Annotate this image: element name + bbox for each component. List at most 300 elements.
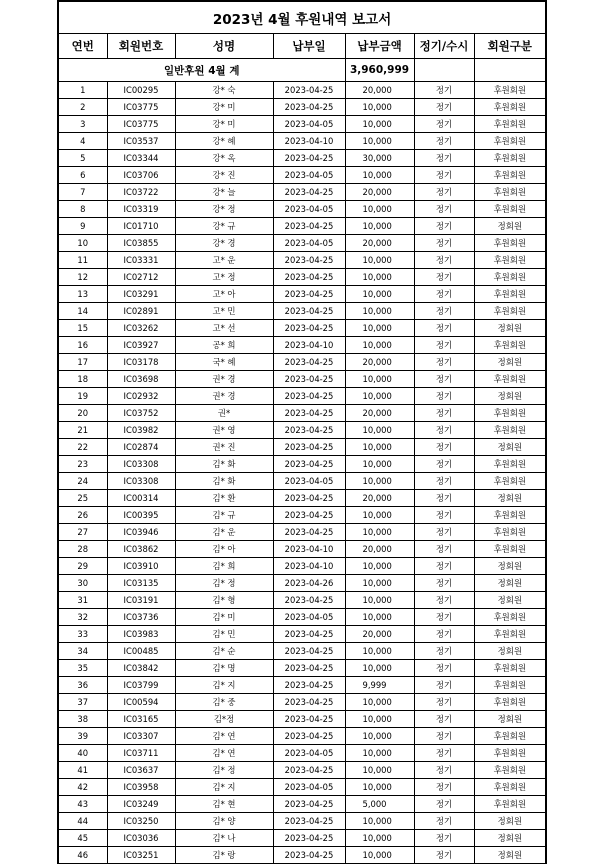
row-amount: 10,000: [345, 116, 414, 133]
row-seq: 28: [58, 541, 107, 558]
row-name: 강* 미: [175, 99, 273, 116]
row-seq: 24: [58, 473, 107, 490]
row-type: 정기: [414, 388, 474, 405]
row-pay-date: 2023-04-25: [273, 354, 345, 371]
row-seq: 11: [58, 252, 107, 269]
row-pay-date: 2023-04-25: [273, 218, 345, 235]
row-name: 강* 진: [175, 167, 273, 184]
row-type: 정기: [414, 133, 474, 150]
row-seq: 6: [58, 167, 107, 184]
row-member-class: 후원회원: [474, 371, 546, 388]
row-amount: 10,000: [345, 133, 414, 150]
row-member-id: IC03736: [107, 609, 175, 626]
table-row: [58, 796, 546, 813]
row-seq: 12: [58, 269, 107, 286]
row-type: 정기: [414, 235, 474, 252]
header-member-class: 회원구분: [474, 34, 546, 59]
table-row: [58, 82, 546, 99]
row-member-class: 후원회원: [474, 303, 546, 320]
row-seq: 18: [58, 371, 107, 388]
row-name: 강* 규: [175, 218, 273, 235]
row-name: 김* 희: [175, 558, 273, 575]
row-type: 정기: [414, 269, 474, 286]
row-type: 정기: [414, 626, 474, 643]
row-seq: 1: [58, 82, 107, 99]
row-seq: 37: [58, 694, 107, 711]
row-type: 정기: [414, 847, 474, 864]
row-seq: 31: [58, 592, 107, 609]
row-pay-date: 2023-04-25: [273, 677, 345, 694]
row-member-class: 후원회원: [474, 405, 546, 422]
row-member-id: IC03308: [107, 456, 175, 473]
row-member-class: 정회원: [474, 218, 546, 235]
row-member-class: 후원회원: [474, 150, 546, 167]
table-row: [58, 252, 546, 269]
row-amount: 10,000: [345, 643, 414, 660]
row-type: 정기: [414, 320, 474, 337]
summary-row: [58, 59, 546, 82]
row-pay-date: 2023-04-26: [273, 575, 345, 592]
row-name: 김* 민: [175, 626, 273, 643]
row-seq: 40: [58, 745, 107, 762]
row-pay-date: 2023-04-10: [273, 558, 345, 575]
row-seq: 5: [58, 150, 107, 167]
row-amount: 10,000: [345, 830, 414, 847]
row-member-class: 후원회원: [474, 626, 546, 643]
row-pay-date: 2023-04-05: [273, 745, 345, 762]
row-type: 정기: [414, 371, 474, 388]
row-seq: 36: [58, 677, 107, 694]
row-member-class: 후원회원: [474, 762, 546, 779]
row-seq: 4: [58, 133, 107, 150]
row-type: 정기: [414, 643, 474, 660]
row-name: 김* 화: [175, 456, 273, 473]
row-seq: 38: [58, 711, 107, 728]
table-row: [58, 677, 546, 694]
row-type: 정기: [414, 184, 474, 201]
row-pay-date: 2023-04-25: [273, 286, 345, 303]
table-row: [58, 473, 546, 490]
row-pay-date: 2023-04-25: [273, 524, 345, 541]
row-type: 정기: [414, 541, 474, 558]
row-name: 김* 현: [175, 796, 273, 813]
row-amount: 20,000: [345, 184, 414, 201]
row-type: 정기: [414, 150, 474, 167]
row-amount: 10,000: [345, 201, 414, 218]
row-seq: 7: [58, 184, 107, 201]
table-row: [58, 388, 546, 405]
row-amount: 20,000: [345, 405, 414, 422]
row-pay-date: 2023-04-25: [273, 660, 345, 677]
row-amount: 10,000: [345, 694, 414, 711]
summary-type-empty: [414, 59, 474, 82]
header-member-id: 회원번호: [107, 34, 175, 59]
row-amount: 10,000: [345, 439, 414, 456]
row-member-id: IC01710: [107, 218, 175, 235]
row-name: 권* 진: [175, 439, 273, 456]
row-amount: 10,000: [345, 507, 414, 524]
row-amount: 10,000: [345, 592, 414, 609]
row-member-id: IC03799: [107, 677, 175, 694]
row-type: 정기: [414, 558, 474, 575]
row-name: 김* 규: [175, 507, 273, 524]
row-name: 강* 미: [175, 116, 273, 133]
row-name: 김* 나: [175, 830, 273, 847]
row-member-class: 후원회원: [474, 133, 546, 150]
table-row: [58, 626, 546, 643]
row-member-id: IC03036: [107, 830, 175, 847]
row-member-id: IC03249: [107, 796, 175, 813]
header-pay-date: 납부일: [273, 34, 345, 59]
row-member-id: IC03855: [107, 235, 175, 252]
row-member-class: 후원회원: [474, 286, 546, 303]
header-type: 정기/수시: [414, 34, 474, 59]
row-pay-date: 2023-04-25: [273, 320, 345, 337]
row-name: 권*: [175, 405, 273, 422]
row-member-id: IC03706: [107, 167, 175, 184]
row-amount: 20,000: [345, 541, 414, 558]
table-row: [58, 184, 546, 201]
table-row: [58, 507, 546, 524]
row-seq: 42: [58, 779, 107, 796]
row-name: 고* 아: [175, 286, 273, 303]
row-member-class: 후원회원: [474, 660, 546, 677]
row-member-id: IC03842: [107, 660, 175, 677]
row-member-id: IC03291: [107, 286, 175, 303]
row-pay-date: 2023-04-25: [273, 439, 345, 456]
row-member-id: IC03958: [107, 779, 175, 796]
row-amount: 10,000: [345, 320, 414, 337]
row-name: 공* 희: [175, 337, 273, 354]
row-member-id: IC03308: [107, 473, 175, 490]
row-type: 정기: [414, 677, 474, 694]
row-type: 정기: [414, 218, 474, 235]
table-row: [58, 269, 546, 286]
row-type: 정기: [414, 575, 474, 592]
table-row: [58, 456, 546, 473]
row-member-class: 후원회원: [474, 201, 546, 218]
row-pay-date: 2023-04-25: [273, 252, 345, 269]
table-row: [58, 643, 546, 660]
table-row: [58, 694, 546, 711]
row-member-class: 후원회원: [474, 184, 546, 201]
row-seq: 30: [58, 575, 107, 592]
table-row: [58, 405, 546, 422]
row-type: 정기: [414, 762, 474, 779]
row-amount: 10,000: [345, 388, 414, 405]
row-seq: 44: [58, 813, 107, 830]
row-member-class: 후원회원: [474, 677, 546, 694]
row-pay-date: 2023-04-25: [273, 150, 345, 167]
row-amount: 20,000: [345, 354, 414, 371]
row-type: 정기: [414, 473, 474, 490]
row-type: 정기: [414, 728, 474, 745]
row-amount: 10,000: [345, 762, 414, 779]
row-amount: 10,000: [345, 728, 414, 745]
row-seq: 21: [58, 422, 107, 439]
row-amount: 10,000: [345, 609, 414, 626]
row-name: 김* 연: [175, 728, 273, 745]
row-type: 정기: [414, 286, 474, 303]
row-member-id: IC00314: [107, 490, 175, 507]
table-row: [58, 762, 546, 779]
row-member-class: 후원회원: [474, 728, 546, 745]
row-amount: 9,999: [345, 677, 414, 694]
row-pay-date: 2023-04-10: [273, 133, 345, 150]
row-seq: 3: [58, 116, 107, 133]
row-pay-date: 2023-04-25: [273, 813, 345, 830]
row-name: 고* 운: [175, 252, 273, 269]
row-pay-date: 2023-04-05: [273, 201, 345, 218]
row-amount: 20,000: [345, 626, 414, 643]
row-amount: 20,000: [345, 235, 414, 252]
report-title: 2023년 4월 후원내역 보고서: [58, 1, 546, 34]
row-seq: 22: [58, 439, 107, 456]
row-seq: 27: [58, 524, 107, 541]
summary-amount: 3,960,999: [345, 59, 414, 82]
row-amount: 10,000: [345, 218, 414, 235]
row-pay-date: 2023-04-25: [273, 371, 345, 388]
table-row: [58, 558, 546, 575]
table-row: [58, 660, 546, 677]
row-member-id: IC03250: [107, 813, 175, 830]
row-member-class: 후원회원: [474, 745, 546, 762]
row-member-class: 후원회원: [474, 694, 546, 711]
row-type: 정기: [414, 796, 474, 813]
row-seq: 43: [58, 796, 107, 813]
row-pay-date: 2023-04-25: [273, 728, 345, 745]
row-pay-date: 2023-04-25: [273, 99, 345, 116]
table-row: [58, 541, 546, 558]
row-amount: 10,000: [345, 745, 414, 762]
row-pay-date: 2023-04-25: [273, 184, 345, 201]
row-member-class: 후원회원: [474, 779, 546, 796]
row-name: 강* 옥: [175, 150, 273, 167]
row-pay-date: 2023-04-25: [273, 422, 345, 439]
row-amount: 10,000: [345, 524, 414, 541]
row-member-id: IC03251: [107, 847, 175, 864]
row-amount: 10,000: [345, 422, 414, 439]
table-row: [58, 745, 546, 762]
table-row: [58, 609, 546, 626]
row-pay-date: 2023-04-25: [273, 694, 345, 711]
table-row: [58, 711, 546, 728]
row-seq: 8: [58, 201, 107, 218]
row-type: 정기: [414, 82, 474, 99]
row-pay-date: 2023-04-25: [273, 847, 345, 864]
row-seq: 23: [58, 456, 107, 473]
row-pay-date: 2023-04-05: [273, 779, 345, 796]
row-member-class: 정회원: [474, 830, 546, 847]
row-name: 고* 정: [175, 269, 273, 286]
row-member-id: IC03927: [107, 337, 175, 354]
row-pay-date: 2023-04-25: [273, 456, 345, 473]
row-member-class: 후원회원: [474, 235, 546, 252]
row-member-id: IC03191: [107, 592, 175, 609]
row-member-class: 후원회원: [474, 456, 546, 473]
row-type: 정기: [414, 490, 474, 507]
row-pay-date: 2023-04-05: [273, 167, 345, 184]
row-member-id: IC03178: [107, 354, 175, 371]
row-member-class: 후원회원: [474, 422, 546, 439]
row-type: 정기: [414, 592, 474, 609]
row-pay-date: 2023-04-25: [273, 796, 345, 813]
row-member-id: IC03331: [107, 252, 175, 269]
row-pay-date: 2023-04-25: [273, 269, 345, 286]
row-member-class: 정회원: [474, 558, 546, 575]
row-type: 정기: [414, 167, 474, 184]
row-seq: 34: [58, 643, 107, 660]
row-pay-date: 2023-04-25: [273, 626, 345, 643]
row-amount: 10,000: [345, 456, 414, 473]
donation-table: [57, 0, 547, 864]
row-member-class: 정회원: [474, 575, 546, 592]
row-seq: 13: [58, 286, 107, 303]
row-member-id: IC03722: [107, 184, 175, 201]
header-row: [58, 34, 546, 59]
row-amount: 10,000: [345, 337, 414, 354]
row-member-id: IC02932: [107, 388, 175, 405]
row-member-class: 정회원: [474, 320, 546, 337]
row-amount: 10,000: [345, 303, 414, 320]
row-member-class: 후원회원: [474, 473, 546, 490]
row-member-class: 정회원: [474, 592, 546, 609]
row-seq: 33: [58, 626, 107, 643]
row-seq: 10: [58, 235, 107, 252]
row-amount: 10,000: [345, 99, 414, 116]
table-row: [58, 830, 546, 847]
row-member-class: 후원회원: [474, 82, 546, 99]
row-type: 정기: [414, 524, 474, 541]
row-seq: 9: [58, 218, 107, 235]
table-row: [58, 201, 546, 218]
table-row: [58, 847, 546, 864]
row-amount: 10,000: [345, 711, 414, 728]
row-name: 김* 양: [175, 813, 273, 830]
row-name: 강* 혜: [175, 133, 273, 150]
row-member-id: IC02874: [107, 439, 175, 456]
report-sheet: [57, 0, 545, 864]
header-seq: 연번: [58, 34, 107, 59]
row-member-id: IC03307: [107, 728, 175, 745]
row-seq: 25: [58, 490, 107, 507]
row-member-class: 정회원: [474, 354, 546, 371]
table-row: [58, 490, 546, 507]
row-name: 권* 경: [175, 371, 273, 388]
row-seq: 17: [58, 354, 107, 371]
row-member-class: 정회원: [474, 439, 546, 456]
row-member-id: IC03711: [107, 745, 175, 762]
row-pay-date: 2023-04-25: [273, 82, 345, 99]
row-amount: 10,000: [345, 779, 414, 796]
row-member-id: IC03946: [107, 524, 175, 541]
row-amount: 5,000: [345, 796, 414, 813]
row-amount: 10,000: [345, 813, 414, 830]
row-pay-date: 2023-04-25: [273, 711, 345, 728]
row-pay-date: 2023-04-05: [273, 473, 345, 490]
table-row: [58, 439, 546, 456]
row-name: 김* 지: [175, 779, 273, 796]
row-member-id: IC03752: [107, 405, 175, 422]
row-pay-date: 2023-04-25: [273, 830, 345, 847]
row-seq: 32: [58, 609, 107, 626]
row-pay-date: 2023-04-25: [273, 592, 345, 609]
row-member-class: 후원회원: [474, 796, 546, 813]
row-seq: 14: [58, 303, 107, 320]
table-row: [58, 150, 546, 167]
table-row: [58, 218, 546, 235]
row-member-class: 후원회원: [474, 116, 546, 133]
row-name: 김* 지: [175, 677, 273, 694]
row-seq: 45: [58, 830, 107, 847]
row-name: 권* 경: [175, 388, 273, 405]
row-pay-date: 2023-04-05: [273, 609, 345, 626]
row-amount: 10,000: [345, 371, 414, 388]
row-member-class: 정회원: [474, 847, 546, 864]
row-type: 정기: [414, 830, 474, 847]
row-name: 김* 연: [175, 745, 273, 762]
row-member-id: IC03698: [107, 371, 175, 388]
row-name: 강* 경: [175, 235, 273, 252]
row-amount: 10,000: [345, 252, 414, 269]
row-pay-date: 2023-04-10: [273, 337, 345, 354]
row-pay-date: 2023-04-25: [273, 762, 345, 779]
row-pay-date: 2023-04-10: [273, 541, 345, 558]
row-seq: 35: [58, 660, 107, 677]
table-row: [58, 592, 546, 609]
row-type: 정기: [414, 711, 474, 728]
row-name: 김*정: [175, 711, 273, 728]
row-amount: 10,000: [345, 575, 414, 592]
row-amount: 10,000: [345, 473, 414, 490]
row-type: 정기: [414, 745, 474, 762]
summary-label: 일반후원 4월 계: [58, 59, 345, 82]
row-type: 정기: [414, 252, 474, 269]
row-type: 정기: [414, 99, 474, 116]
row-name: 강* 늘: [175, 184, 273, 201]
row-member-id: IC03983: [107, 626, 175, 643]
row-type: 정기: [414, 609, 474, 626]
table-row: [58, 575, 546, 592]
row-name: 강* 숙: [175, 82, 273, 99]
row-seq: 15: [58, 320, 107, 337]
row-type: 정기: [414, 439, 474, 456]
row-member-class: 정회원: [474, 388, 546, 405]
row-amount: 10,000: [345, 167, 414, 184]
row-amount: 10,000: [345, 286, 414, 303]
table-row: [58, 524, 546, 541]
row-name: 김* 중: [175, 694, 273, 711]
row-pay-date: 2023-04-25: [273, 507, 345, 524]
table-row: [58, 303, 546, 320]
table-row: [58, 371, 546, 388]
row-type: 정기: [414, 116, 474, 133]
header-name: 성명: [175, 34, 273, 59]
row-amount: 30,000: [345, 150, 414, 167]
table-row: [58, 116, 546, 133]
row-member-id: IC03637: [107, 762, 175, 779]
table-row: [58, 167, 546, 184]
row-seq: 19: [58, 388, 107, 405]
row-amount: 20,000: [345, 490, 414, 507]
row-member-id: IC03775: [107, 116, 175, 133]
row-seq: 2: [58, 99, 107, 116]
row-pay-date: 2023-04-05: [273, 116, 345, 133]
row-pay-date: 2023-04-05: [273, 235, 345, 252]
table-row: [58, 422, 546, 439]
row-member-class: 정회원: [474, 490, 546, 507]
row-member-class: 정회원: [474, 643, 546, 660]
